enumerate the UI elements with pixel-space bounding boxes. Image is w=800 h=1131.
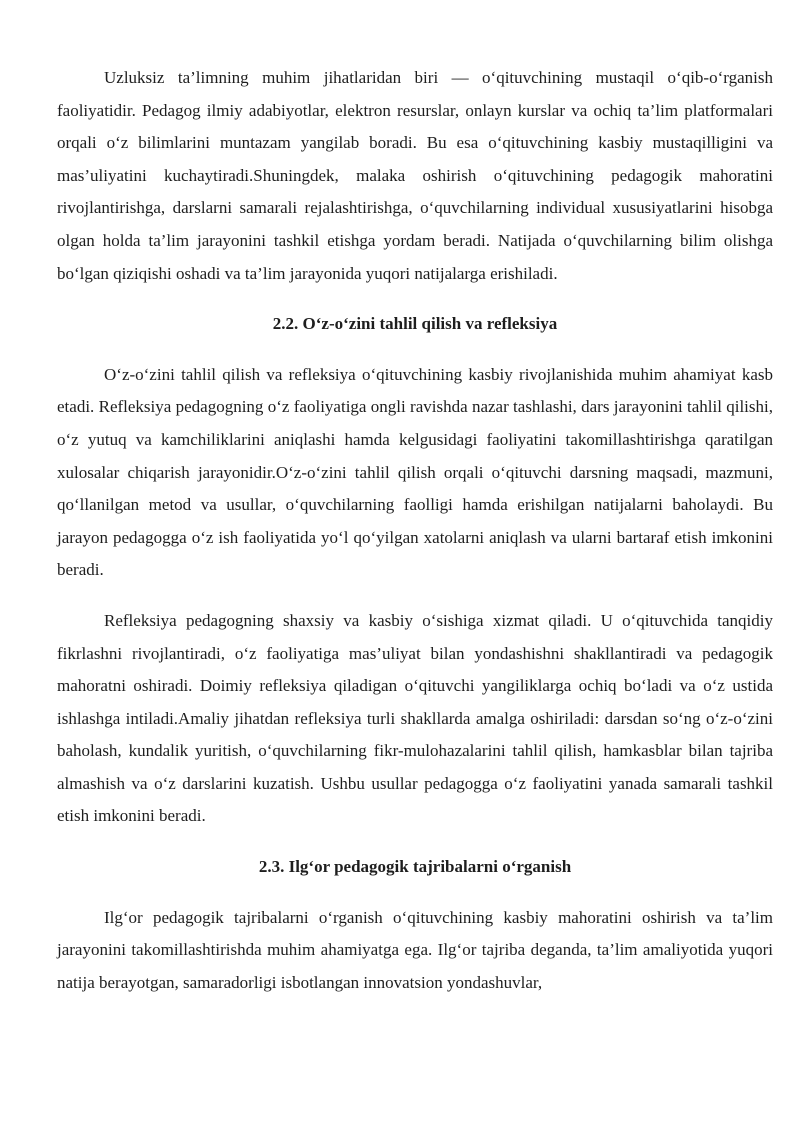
body-paragraph: Ilg‘or pedagogik tajribalarni o‘rganish o‘qituvchining kasbiy mahoratini oshirish va ta’lim jarayonini takomillashtirishda muhim ahamiyatga ega. Ilg‘or tajriba deganda, ta’lim amaliyotida yuqori natija berayotgan, samaradorligi isbotlangan innovatsion yondashuvlar, [57, 907, 773, 992]
section-heading-2-3: 2.3. Ilg‘or pedagogik tajribalarni o‘rganish [258, 857, 572, 877]
body-paragraph: Uzluksiz ta’limning muhim jihatlaridan biri — o‘qituvchining mustaqil o‘qib-o‘rganish faoliyatidir. Pedagog ilmiy adabiyotlar, elektron resurslar, onlayn kurslar va ochiq ta’lim platformalari orqali o‘z bilimlarini muntazam yangilab boradi. Bu esa o‘qituvchining kasbiy mustaqilligini va mas’uliyatini kuchaytiradi.Shuningdek, malaka oshirish o‘qituvchining pedagogik mahoratini rivojlantirishga, darslarni samarali rejalashtirishga, o‘quvchilarning individual xususiyatlarini hisobga olgan holda ta’lim jarayonini tashkil etishga yordam beradi. Natijada o‘quvchilarning bilim olishga bo‘lgan qiziqishi oshadi va ta’lim jarayonida yuqori natijalarga erishiladi. [57, 68, 773, 283]
body-paragraph: Refleksiya pedagogning shaxsiy va kasbiy o‘sishiga xizmat qiladi. U o‘qituvchida tanqidiy fikrlashni rivojlantiradi, o‘z faoliyatiga mas’uliyat bilan yondashishni shakllantiradi va pedagogik mahoratni oshiradi. Doimiy refleksiya qiladigan o‘qituvchi yangiliklarga ochiq bo‘ladi va o‘z ustida ishlashga intiladi.Amaliy jihatdan refleksiya turli shakllarda amalga oshiriladi: darsdan so‘ng o‘z-o‘zini baholash, kundalik yuritish, o‘quvchilarning fikr-mulohazalarini tahlil qilish, hamkasblar bilan tajriba almashish va o‘z darslarini kuzatish. Ushbu usullar pedagogga o‘z faoliyatini yanada samarali tashkil etish imkonini beradi. [57, 610, 773, 826]
body-paragraph: O‘z-o‘zini tahlil qilish va refleksiya o‘qituvchining kasbiy rivojlanishida muhim ahamiyat kasb etadi. Refleksiya pedagogning o‘z faoliyatiga ongli ravishda nazar tashlashi, dars jarayonini tahlil qilishi, o‘z yutuq va kamchiliklarini aniqlashi hamda kelgusidagi faoliyatini takomillashtirishga qaratilgan xulosalar chiqarish jarayonidir.O‘z-o‘zini tahlil qilish orqali o‘qituvchi darsning maqsadi, mazmuni, qo‘llanilgan metod va usullar, o‘quvchilarning faolligi hamda erishilgan natijalarni baholaydi. Bu jarayon pedagogga o‘z ish faoliyatida yo‘l qo‘yilgan xatolarni aniqlash va ularni bartaraf etish imkonini beradi. [57, 364, 773, 580]
section-heading-2-2: 2.2. O‘z-o‘zini tahlil qilish va refleksiya [272, 314, 558, 334]
document-page [57, 62, 773, 999]
